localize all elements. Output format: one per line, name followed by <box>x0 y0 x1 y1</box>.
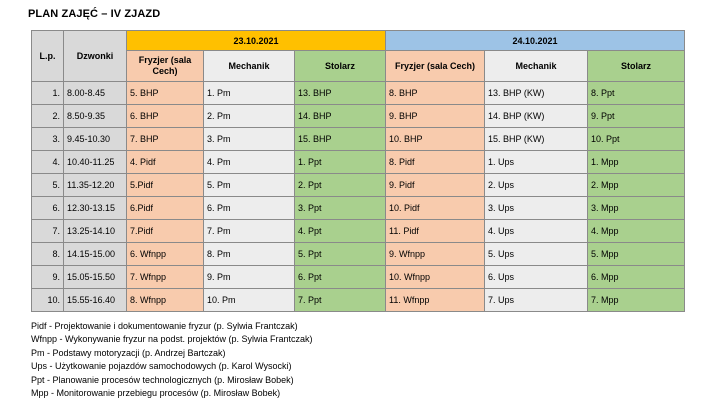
header-stolarz-day1: Stolarz <box>295 51 386 82</box>
row-number: 10. <box>32 289 64 312</box>
legend <box>31 320 313 400</box>
row-number: 5. <box>32 174 64 197</box>
cell-day2-stolarz: 5. Mpp <box>588 243 685 266</box>
table-row <box>32 105 685 128</box>
legend-item: Mpp - Monitorowanie przebiegu procesów (p. Mirosław Bobek) <box>31 388 281 399</box>
cell-day2-mechanik: 5. Ups <box>485 243 588 266</box>
schedule-body <box>32 82 685 312</box>
cell-day1-mechanik: 3. Pm <box>204 128 295 151</box>
header-fryzjer-day1: Fryzjer (sala Cech) <box>127 51 204 82</box>
cell-day1-mechanik: 10. Pm <box>204 289 295 312</box>
cell-day2-fryzjer: 11. Wfnpp <box>386 289 485 312</box>
cell-day1-stolarz: 4. Ppt <box>295 220 386 243</box>
row-time: 13.25-14.10 <box>64 220 127 243</box>
legend-item: Ppt - Planowanie procesów technologicznych (p. Mirosław Bobek) <box>31 374 294 385</box>
cell-day1-stolarz: 6. Ppt <box>295 266 386 289</box>
cell-day2-stolarz: 1. Mpp <box>588 151 685 174</box>
cell-day1-fryzjer: 6. BHP <box>127 105 204 128</box>
row-number: 2. <box>32 105 64 128</box>
cell-day1-mechanik: 9. Pm <box>204 266 295 289</box>
cell-day2-stolarz: 4. Mpp <box>588 220 685 243</box>
row-time: 8.50-9.35 <box>64 105 127 128</box>
page-title: PLAN ZAJĘĆ – IV ZJAZD <box>28 8 161 20</box>
cell-day2-mechanik: 7. Ups <box>485 289 588 312</box>
legend-item: Pidf - Projektowanie i dokumentowanie fryzur (p. Sylwia Frantczak) <box>31 321 298 331</box>
row-time: 15.55-16.40 <box>64 289 127 312</box>
row-time: 15.05-15.50 <box>64 266 127 289</box>
cell-day1-fryzjer: 8. Wfnpp <box>127 289 204 312</box>
header-dzwonki: Dzwonki <box>64 31 127 82</box>
cell-day2-fryzjer: 8. Pidf <box>386 151 485 174</box>
cell-day2-fryzjer: 10. BHP <box>386 128 485 151</box>
cell-day1-fryzjer: 5.Pidf <box>127 174 204 197</box>
header-mechanik-day2: Mechanik <box>485 51 588 82</box>
cell-day2-mechanik: 6. Ups <box>485 266 588 289</box>
cell-day1-stolarz: 14. BHP <box>295 105 386 128</box>
cell-day2-fryzjer: 10. Wfnpp <box>386 266 485 289</box>
row-number: 7. <box>32 220 64 243</box>
header-fryzjer-day2: Fryzjer (sala Cech) <box>386 51 485 82</box>
table-row <box>32 174 685 197</box>
row-time: 11.35-12.20 <box>64 174 127 197</box>
cell-day2-mechanik: 2. Ups <box>485 174 588 197</box>
cell-day2-mechanik: 1. Ups <box>485 151 588 174</box>
table-row <box>32 82 685 105</box>
row-number: 3. <box>32 128 64 151</box>
row-time: 10.40-11.25 <box>64 151 127 174</box>
cell-day2-fryzjer: 10. Pidf <box>386 197 485 220</box>
schedule-table <box>31 30 685 312</box>
row-number: 8. <box>32 243 64 266</box>
cell-day1-mechanik: 6. Pm <box>204 197 295 220</box>
row-time: 9.45-10.30 <box>64 128 127 151</box>
legend-item: Wfnpp - Wykonywanie fryzur na podst. projektów (p. Sylwia Frantczak) <box>31 334 313 345</box>
cell-day2-stolarz: 2. Mpp <box>588 174 685 197</box>
cell-day1-mechanik: 7. Pm <box>204 220 295 243</box>
row-time: 12.30-13.15 <box>64 197 127 220</box>
cell-day1-mechanik: 8. Pm <box>204 243 295 266</box>
cell-day2-fryzjer: 9. Wfnpp <box>386 243 485 266</box>
cell-day2-stolarz: 7. Mpp <box>588 289 685 312</box>
cell-day2-stolarz: 10. Ppt <box>588 128 685 151</box>
cell-day1-mechanik: 5. Pm <box>204 174 295 197</box>
row-number: 6. <box>32 197 64 220</box>
cell-day1-stolarz: 5. Ppt <box>295 243 386 266</box>
row-number: 4. <box>32 151 64 174</box>
cell-day1-stolarz: 7. Ppt <box>295 289 386 312</box>
header-lp: L.p. <box>32 31 64 82</box>
cell-day1-stolarz: 3. Ppt <box>295 197 386 220</box>
cell-day1-mechanik: 4. Pm <box>204 151 295 174</box>
table-row <box>32 151 685 174</box>
cell-day1-mechanik: 2. Pm <box>204 105 295 128</box>
cell-day2-mechanik: 3. Ups <box>485 197 588 220</box>
cell-day1-stolarz: 2. Ppt <box>295 174 386 197</box>
cell-day1-stolarz: 13. BHP <box>295 82 386 105</box>
cell-day1-fryzjer: 5. BHP <box>127 82 204 105</box>
cell-day2-stolarz: 6. Mpp <box>588 266 685 289</box>
legend-item: Pm - Podstawy motoryzacji (p. Andrzej Bartczak) <box>31 347 226 358</box>
cell-day2-mechanik: 4. Ups <box>485 220 588 243</box>
row-number: 1. <box>32 82 64 105</box>
cell-day1-fryzjer: 6.Pidf <box>127 197 204 220</box>
header-stolarz-day2: Stolarz <box>588 51 685 82</box>
cell-day2-fryzjer: 9. Pidf <box>386 174 485 197</box>
table-row <box>32 128 685 151</box>
cell-day1-stolarz: 15. BHP <box>295 128 386 151</box>
cell-day2-fryzjer: 8. BHP <box>386 82 485 105</box>
cell-day1-fryzjer: 4. Pidf <box>127 151 204 174</box>
cell-day1-fryzjer: 7. BHP <box>127 128 204 151</box>
cell-day1-mechanik: 1. Pm <box>204 82 295 105</box>
row-number: 9. <box>32 266 64 289</box>
cell-day2-fryzjer: 9. BHP <box>386 105 485 128</box>
header-mechanik-day1: Mechanik <box>204 51 295 82</box>
table-row <box>32 197 685 220</box>
row-time: 14.15-15.00 <box>64 243 127 266</box>
cell-day2-stolarz: 3. Mpp <box>588 197 685 220</box>
table-row <box>32 266 685 289</box>
header-date-1: 23.10.2021 <box>127 31 386 51</box>
cell-day2-mechanik: 13. BHP (KW) <box>485 82 588 105</box>
cell-day1-stolarz: 1. Ppt <box>295 151 386 174</box>
cell-day1-fryzjer: 7.Pidf <box>127 220 204 243</box>
cell-day2-mechanik: 15. BHP (KW) <box>485 128 588 151</box>
cell-day2-stolarz: 8. Ppt <box>588 82 685 105</box>
table-row <box>32 220 685 243</box>
cell-day1-fryzjer: 7. Wfnpp <box>127 266 204 289</box>
table-row <box>32 243 685 266</box>
cell-day2-stolarz: 9. Ppt <box>588 105 685 128</box>
cell-day2-fryzjer: 11. Pidf <box>386 220 485 243</box>
header-date-2: 24.10.2021 <box>386 31 685 51</box>
table-row <box>32 289 685 312</box>
legend-item: Ups - Użytkowanie pojazdów samochodowych (p. Karol Wysocki) <box>31 361 292 372</box>
row-time: 8.00-8.45 <box>64 82 127 105</box>
cell-day2-mechanik: 14. BHP (KW) <box>485 105 588 128</box>
cell-day1-fryzjer: 6. Wfnpp <box>127 243 204 266</box>
